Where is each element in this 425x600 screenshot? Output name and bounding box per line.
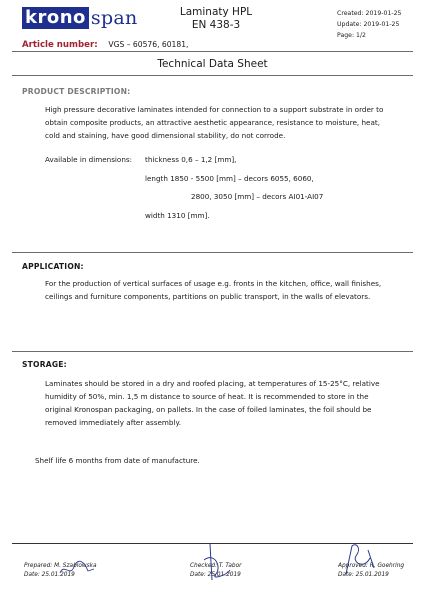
text-line: humidity of 50%, min. 1,5 m distance to source of heat. It is recommended to store in the	[45, 392, 369, 401]
storage-heading: STORAGE:	[22, 360, 67, 369]
kronospan-logo	[22, 7, 138, 29]
dimensions-label: Available in dimensions:	[45, 155, 133, 164]
divider	[12, 51, 413, 52]
text-line: High pressure decorative laminates intended for connection to a support substrate in order to	[45, 105, 384, 114]
divider	[12, 75, 413, 76]
divider	[12, 351, 413, 352]
update-date: Update: 2019-01-25	[337, 21, 400, 28]
dimension-thickness: thickness 0,6 – 1,2 [mm],	[145, 155, 237, 164]
checked-date: Date: 25.01.2019	[190, 572, 241, 578]
document-title	[170, 6, 262, 32]
article-number-value: VGS – 60576, 60181,	[108, 40, 189, 49]
product-description-text	[45, 103, 397, 142]
article-number	[22, 40, 188, 50]
storage-text	[45, 377, 397, 429]
dimension-length-2: 2800, 3050 [mm] – decors AI01-AI07	[191, 192, 324, 201]
text-line: For the production of vertical surfaces of usage e.g. fronts in the kitchen, office, wall finishes,	[45, 279, 382, 288]
document-meta	[337, 8, 402, 41]
approved-name: Approved: R. Goehring	[338, 563, 405, 569]
title-line-2: EN 438-3	[191, 19, 241, 31]
text-line: original Kronospan packaging, on pallets. In the case of foiled laminates, the foil should be	[45, 405, 372, 414]
page-number: Page: 1/2	[337, 32, 366, 39]
dimension-width: width 1310 [mm].	[145, 211, 210, 220]
prepared-name: Prepared: M. Szablowska	[24, 563, 97, 569]
signature-footer	[0, 540, 425, 600]
prepared-date: Date: 25.01.2019	[24, 572, 75, 578]
divider	[12, 252, 413, 253]
logo-text-krono: krono	[22, 7, 89, 29]
prepared-signature	[58, 555, 96, 581]
checked-signature	[196, 540, 236, 584]
text-line: Laminates should be stored in a dry and roofed placing, at temperatures of 15-25°C, relative	[45, 379, 380, 388]
application-heading: APPLICATION:	[22, 262, 84, 271]
article-number-label: Article number:	[22, 40, 98, 50]
text-line: ceilings and furniture components, partitions on public transport, in the walls of elevators.	[45, 292, 371, 301]
created-date: Created: 2019-01-25	[337, 10, 402, 17]
document-header	[0, 0, 425, 84]
logo-text-span: span	[90, 7, 138, 29]
product-description-heading: PRODUCT DESCRIPTION:	[22, 87, 131, 96]
application-text	[45, 277, 397, 303]
checked-name: Checked: T. Tabor	[190, 563, 242, 569]
text-line: obtain composite products, an attractive aesthetic appearance, resistance to moisture, heat,	[45, 118, 380, 127]
title-line-1: Laminaty HPL	[179, 6, 253, 18]
approved-date: Date: 25.01.2019	[338, 572, 389, 578]
shelf-life: Shelf life 6 months from date of manufacture.	[35, 456, 200, 465]
page-subtitle: Technical Data Sheet	[157, 58, 268, 70]
text-line: cold and staining, have good dimensional stability, do not corrode.	[45, 131, 286, 140]
text-line: removed immediately after assembly.	[45, 418, 181, 427]
approved-signature	[340, 540, 380, 580]
dimension-length-1: length 1850 - 5500 [mm] – decors 6055, 6060,	[145, 174, 314, 183]
